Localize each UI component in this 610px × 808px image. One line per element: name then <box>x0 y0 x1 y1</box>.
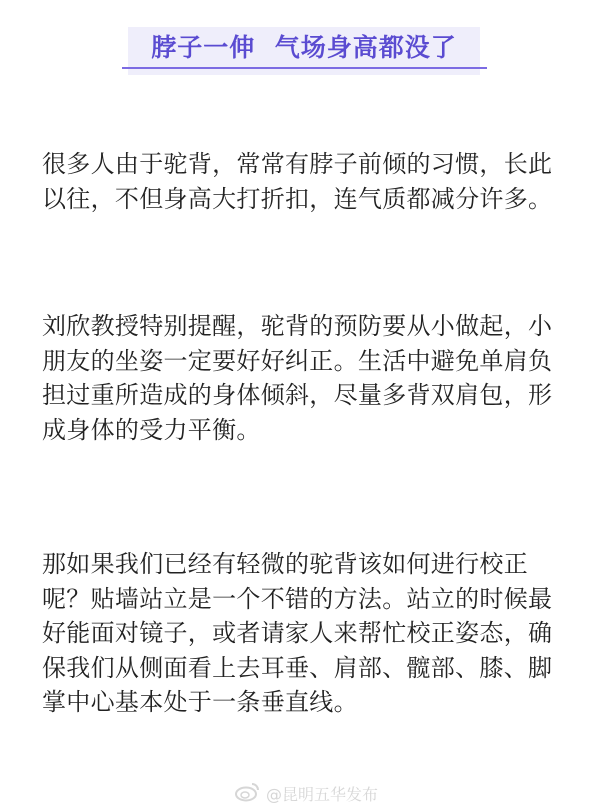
paragraph-3: 那如果我们已经有轻微的驼背该如何进行校正呢？贴墙站立是一个不错的方法。站立的时候最好能面对镜子，或者请家人来帮忙校正姿态，确保我们从侧面看上去耳垂、肩部、髋部、膝、脚掌中心基本处于一条垂直线。 <box>42 550 553 717</box>
title-underline <box>122 67 487 69</box>
weibo-icon <box>234 780 262 806</box>
watermark-text: @昆明五华发布 <box>266 784 379 804</box>
paragraph-2: 刘欣教授特别提醒，驼背的预防要从小做起，小朋友的坐姿一定要好好纠正。生活中避免单肩负担过重所造成的身体倾斜，尽量多背双肩包，形成身体的受力平衡。 <box>42 312 553 444</box>
page-title: 脖子一伸 气场身高都没了 <box>151 33 457 62</box>
watermark <box>234 780 378 806</box>
paragraph-1: 很多人由于驼背，常常有脖子前倾的习惯，长此以往，不但身高大打折扣，连气质都减分许多。 <box>42 150 553 213</box>
